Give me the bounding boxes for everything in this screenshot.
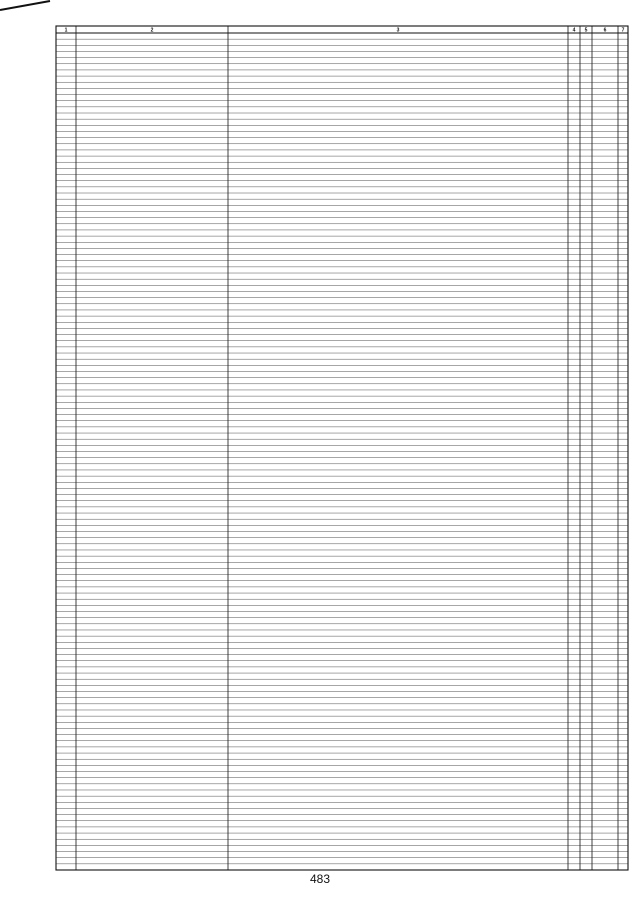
column-header-5: 5 <box>584 27 588 34</box>
column-header-4: 4 <box>572 27 576 34</box>
page-number: 483 <box>309 872 331 886</box>
column-rules <box>76 26 618 870</box>
table-frame <box>56 26 628 870</box>
binding-mark <box>0 1 50 10</box>
column-header-7: 7 <box>621 27 625 34</box>
column-header-1: 1 <box>64 27 68 34</box>
column-header-2: 2 <box>150 27 154 34</box>
row-rules <box>56 33 628 864</box>
column-header-6: 6 <box>603 27 607 34</box>
column-header-3: 3 <box>396 27 400 34</box>
